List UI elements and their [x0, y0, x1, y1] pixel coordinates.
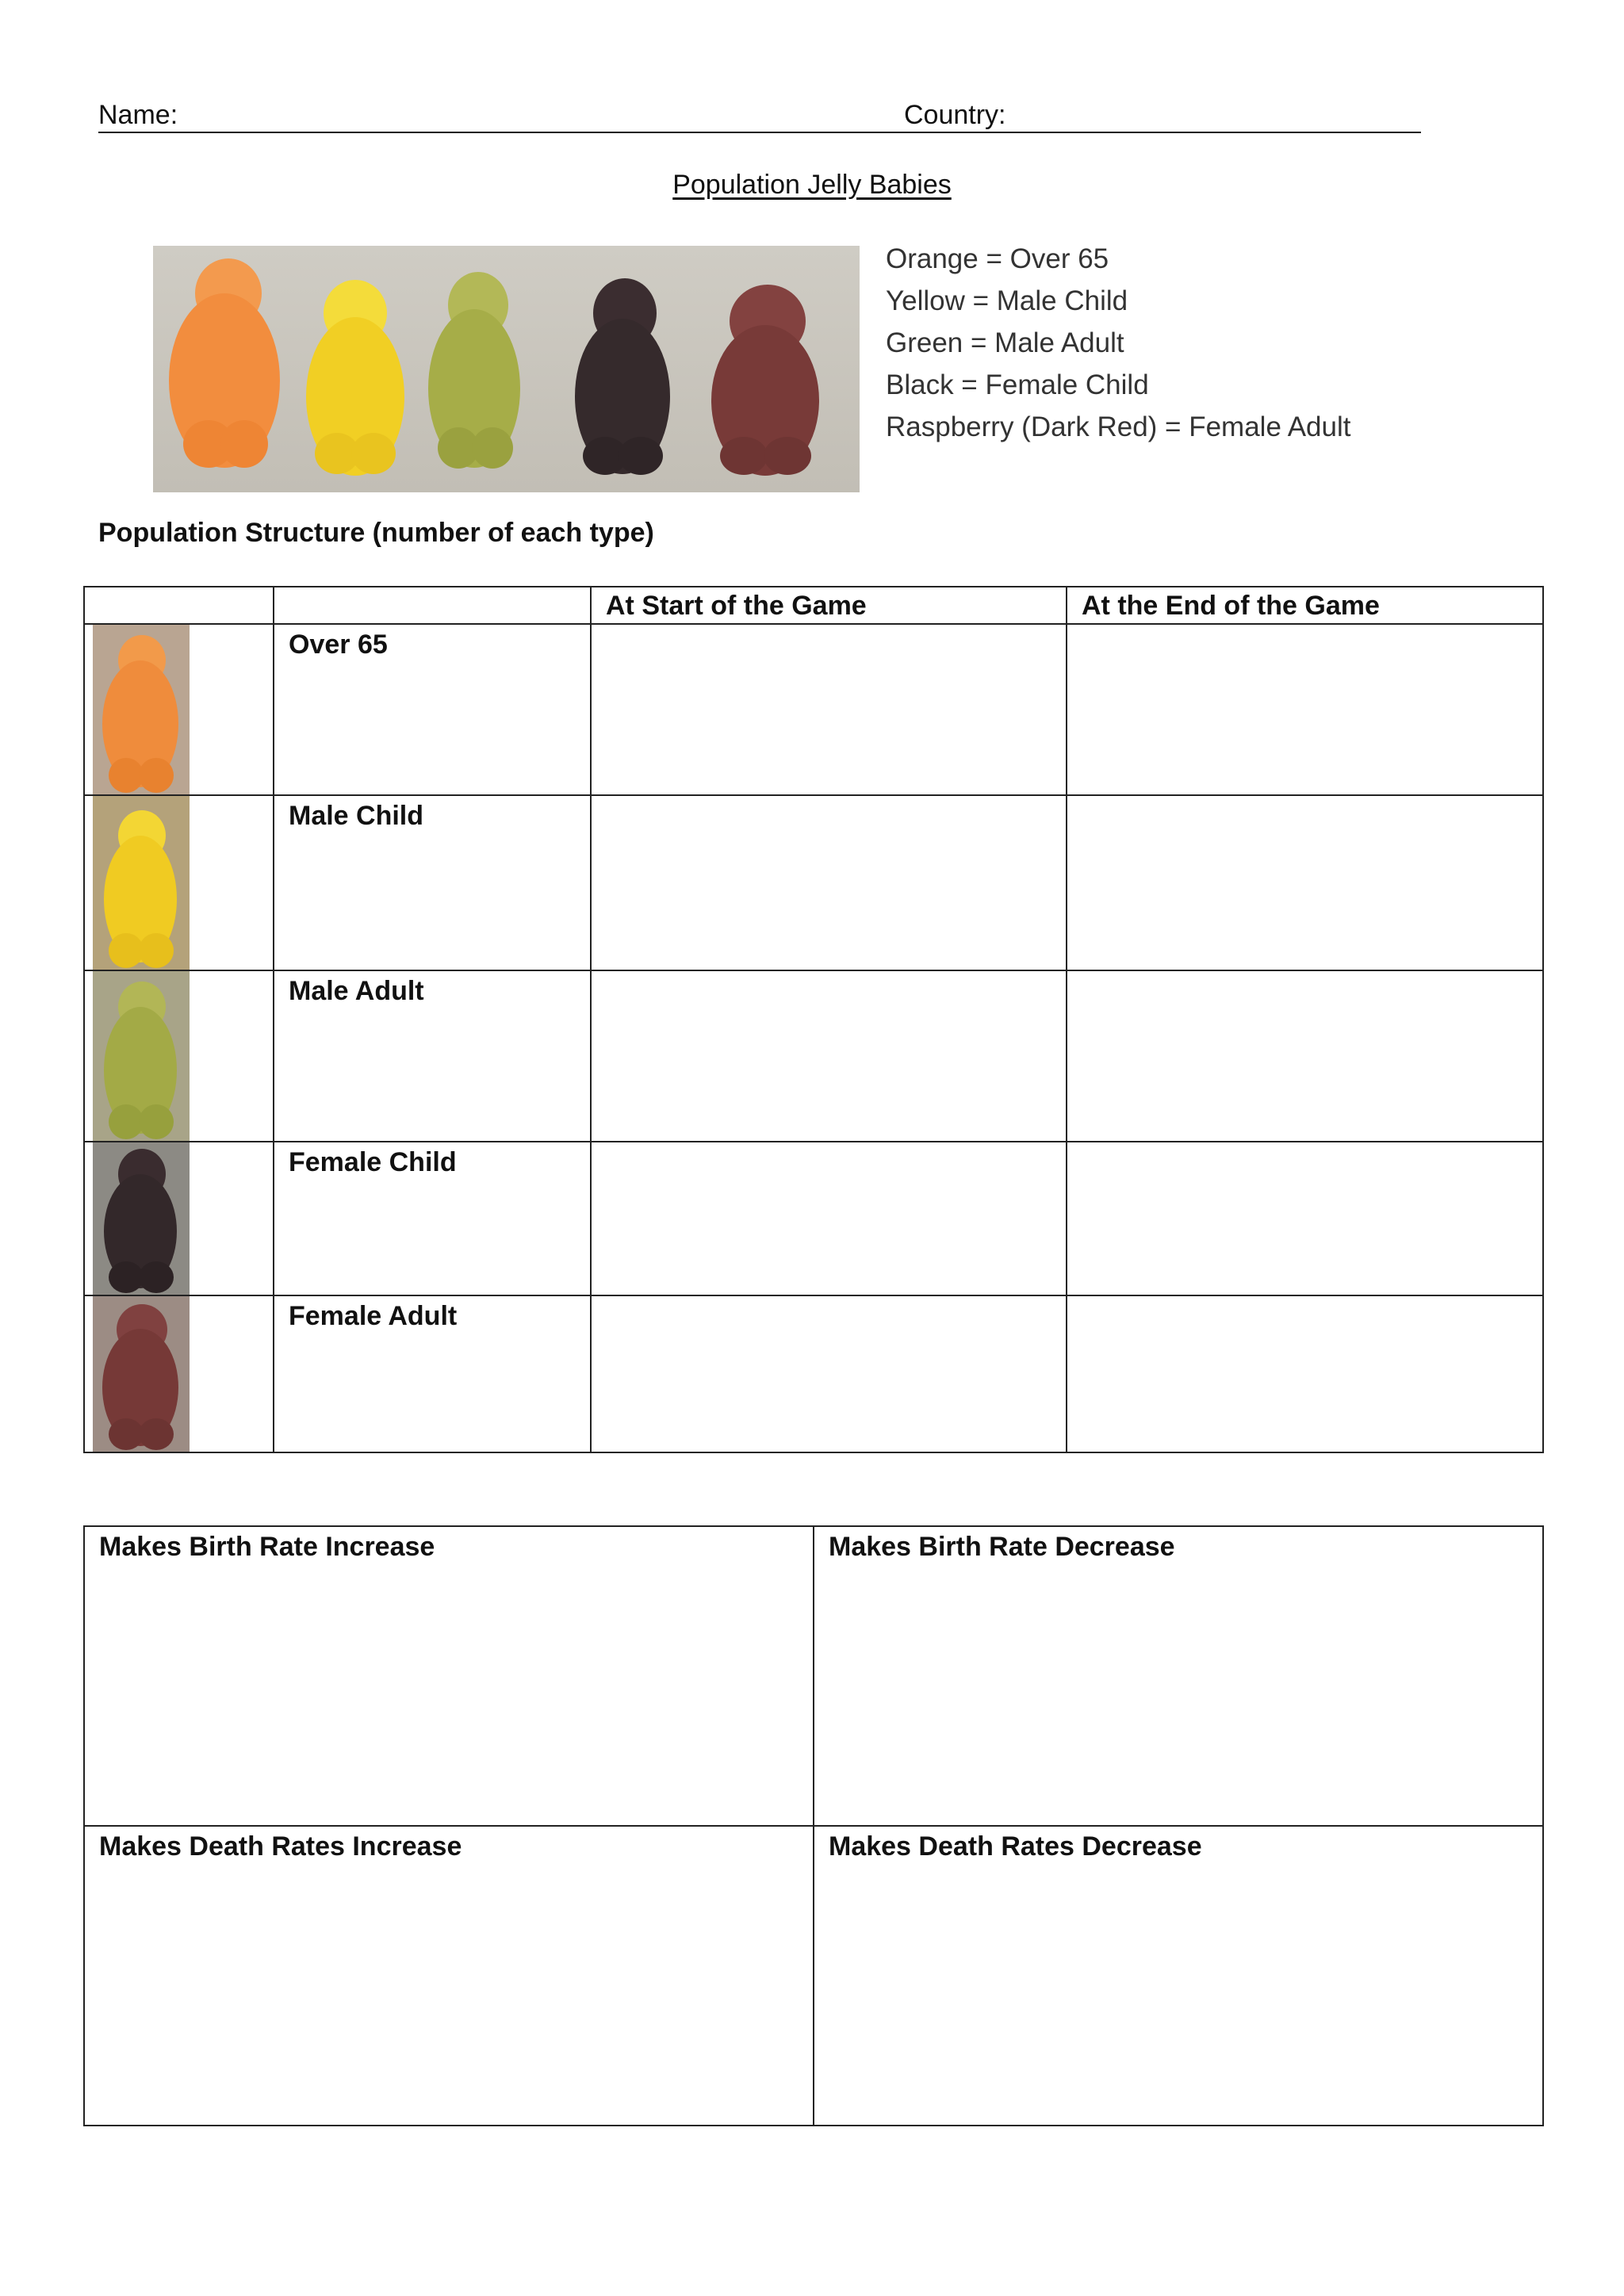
- legend-item-orange: Orange = Over 65: [886, 243, 1109, 274]
- row-label: Female Adult: [274, 1295, 591, 1452]
- legend-item-green: Green = Male Adult: [886, 327, 1124, 358]
- end-count-cell[interactable]: [1067, 624, 1543, 795]
- name-label: Name:: [98, 100, 178, 130]
- table-header-row: [84, 587, 1543, 624]
- rates-table: [83, 1525, 1544, 2126]
- end-count-cell[interactable]: [1067, 795, 1543, 970]
- table-row: [84, 1142, 1543, 1295]
- table-row: [84, 1826, 1543, 2126]
- header-image-col: [84, 587, 274, 624]
- birth-rate-increase-cell[interactable]: Makes Birth Rate Increase: [84, 1526, 814, 1826]
- row-image-cell: [84, 1142, 274, 1295]
- color-legend: [886, 238, 1350, 448]
- row-label: Male Child: [274, 795, 591, 970]
- table-row: [84, 1526, 1543, 1826]
- header-type-col: [274, 587, 591, 624]
- page-title: Population Jelly Babies: [672, 170, 952, 200]
- legend-item-black: Black = Female Child: [886, 369, 1149, 400]
- raspberry-jelly-baby-icon: [93, 1296, 190, 1452]
- birth-rate-decrease-cell[interactable]: Makes Birth Rate Decrease: [814, 1526, 1543, 1826]
- end-count-cell[interactable]: [1067, 970, 1543, 1142]
- start-count-cell[interactable]: [591, 970, 1067, 1142]
- table-row: [84, 970, 1543, 1142]
- end-count-cell[interactable]: [1067, 1142, 1543, 1295]
- legend-item-yellow: Yellow = Male Child: [886, 285, 1128, 316]
- row-image-cell: [84, 795, 274, 970]
- green-jelly-baby-icon: [93, 971, 190, 1141]
- country-field[interactable]: [806, 132, 1421, 133]
- row-image-cell: [84, 970, 274, 1142]
- end-count-cell[interactable]: [1067, 1295, 1543, 1452]
- header-end-col: At the End of the Game: [1067, 587, 1543, 624]
- row-label: Over 65: [274, 624, 591, 795]
- table-row: [84, 795, 1543, 970]
- start-count-cell[interactable]: [591, 795, 1067, 970]
- population-table: [83, 586, 1544, 1453]
- row-image-cell: [84, 1295, 274, 1452]
- name-field[interactable]: [98, 132, 806, 133]
- row-label: Male Adult: [274, 970, 591, 1142]
- row-label: Female Child: [274, 1142, 591, 1295]
- row-image-cell: [84, 624, 274, 795]
- header-start-col: At Start of the Game: [591, 587, 1067, 624]
- death-rate-decrease-cell[interactable]: Makes Death Rates Decrease: [814, 1826, 1543, 2126]
- country-label: Country:: [904, 100, 1006, 130]
- black-jelly-baby-icon: [93, 1142, 190, 1295]
- section-heading: Population Structure (number of each type): [98, 518, 654, 548]
- table-row: [84, 1295, 1543, 1452]
- orange-jelly-baby-icon: [93, 625, 190, 794]
- death-rate-increase-cell[interactable]: Makes Death Rates Increase: [84, 1826, 814, 2126]
- jelly-babies-photo: [153, 246, 860, 492]
- start-count-cell[interactable]: [591, 624, 1067, 795]
- start-count-cell[interactable]: [591, 1142, 1067, 1295]
- legend-item-raspberry: Raspberry (Dark Red) = Female Adult: [886, 411, 1351, 442]
- table-row: [84, 624, 1543, 795]
- start-count-cell[interactable]: [591, 1295, 1067, 1452]
- yellow-jelly-baby-icon: [93, 796, 190, 970]
